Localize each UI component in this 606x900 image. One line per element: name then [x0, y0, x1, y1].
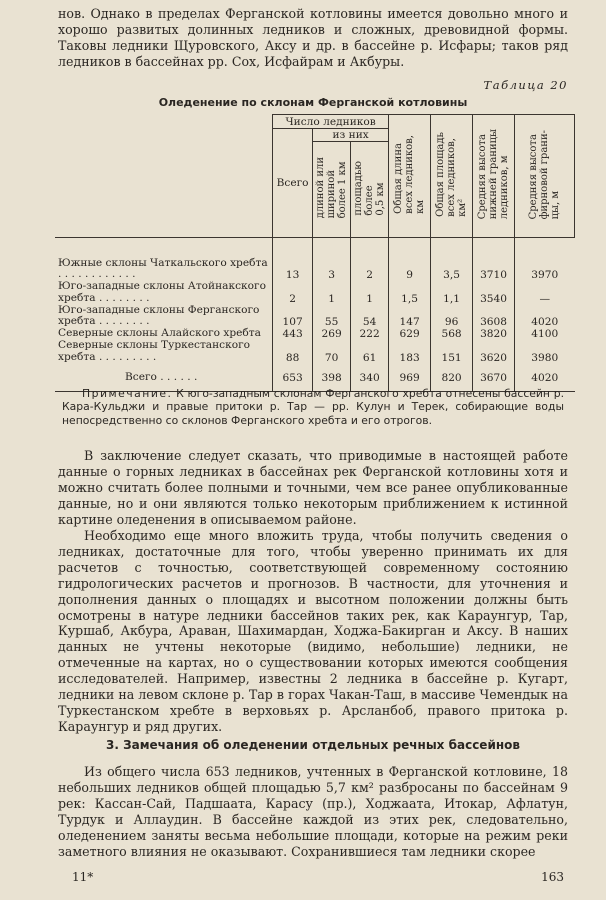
- header-length: Общая длина всех ледников, км: [389, 115, 431, 238]
- table-row: Юго-западные склоны Атойнакского хребта . . . . . . . . 2 1 1 1,5 1,1 3540 —: [55, 281, 575, 305]
- signature-mark: 11*: [72, 870, 94, 884]
- paragraph-work-needed: Необходимо еще много вложить труда, чтобы получить сведения о ледниках, достаточные для того, чтобы уверенно принимать их для расчетов с точностью, соответствующей современному состоянию гидрологических расчетов и прогнозов. В частности, для уточнения и дополнения данных о площадях и высотном положении должны быть осмотрены в натуре ледники бассейнов таких рек, как Караунгур, Тар, Куршаб, Акбура, Араван, Шахимардан, Ходжа-Бакирган и Аксу. В наших данных не учтены некоторые (видимо, небольшие) ледники, не отмеченные на картах, но о существовании которых имеются сообщения исследователей. Например, известны 2 ледника в бассейне р. Кугарт, ледники на левом склоне р. Тар в горах Чакан-Таш, в массиве Чемендык на Туркестанском хребте в верховьях р. Арсланбоб, правого притока р. Караунгур и ряд других.: [58, 528, 568, 734]
- intro-paragraph: нов. Однако в пределах Ферганской котловины имеется довольно много и хорошо развитых долинных ледников и сложных, древовидной формы. Таковы ледники Щуровского, Аксу и др. в бассейне р. Исфары; таков ряд ледников в бассейнах рр. Сох, Исфайрам и Акбуры.: [58, 6, 568, 69]
- table-number: Таблица 20: [483, 78, 568, 92]
- paragraph-conclusion: В заключение следует сказать, что приводимые в настоящей работе данные о горных ледниках в бассейнах рек Ферганской котловины хотя и можно считать более полными и точными, чем все ранее опубликованные данные, но и они являются только некоторым приближением к истинной картине оледенения в описываемом районе.: [58, 448, 568, 527]
- page-number: 163: [541, 870, 564, 884]
- header-of-them: из них: [313, 129, 389, 142]
- table-note: [62, 387, 564, 427]
- header-long: длиной или шириной более 1 км: [313, 142, 351, 238]
- note-label: Примечание.: [82, 387, 173, 400]
- header-firn: Средняя высота фирновой грани- цы, м: [515, 115, 575, 238]
- table-row: Северные склоны Туркестанского хребта . . . . . . . . . 88 70 61 183 151 3620 3980: [55, 340, 575, 364]
- header-area: Общая площадь всех ледников, км²: [431, 115, 473, 238]
- header-total: Всего: [273, 129, 313, 238]
- table-row: Южные склоны Чаткальского хребта . . . . . . . . . . . . 13 3 2 9 3,5 3710 3970: [55, 258, 575, 282]
- header-lower: Средняя высота нижней границы ледников, м: [473, 115, 515, 238]
- table-title: Оледенение по склонам Ферганской котловины: [158, 96, 468, 109]
- note-text: К юго-западным склонам Ферганского хребта отнесены бассейн р. Кара-Кульджи и правые притоки р. Тар — рр. Кулун и Терек, собирающие воды непосредственно со склонов Ферганского хребта и его отрогов.: [62, 387, 564, 427]
- header-area-small: площадью более 0,5 км: [351, 142, 389, 238]
- section-heading: 3. Замечания об оледенении отдельных речных бассейнов: [106, 738, 520, 752]
- glaciation-table: [55, 114, 575, 392]
- table-stub-header: [55, 115, 273, 238]
- paragraph-basins: Из общего числа 653 ледников, учтенных в Ферганской котловине, 18 небольших ледников общей площадью 5,7 км² разбросаны по бассейнам 9 рек: Кассан-Сай, Падшаата, Карасу (пр.), Ходжаата, Итокар, Афлатун, Турдук и Аллаудин. В бассейне каждой из этих рек, следовательно, оледенением заняты весьма небольшие площади, которые на режим реки заметного влияния не оказывают. Сохранившиеся там ледники скорее: [58, 764, 568, 859]
- header-count: Число ледников: [273, 115, 389, 129]
- table-row: Северные склоны Алайского хребта 443 269 222 629 568 3820 4100: [55, 328, 575, 340]
- table-row: Юго-западные склоны Ферганского хребта . . . . . . . . 107 55 54 147 96 3608 4020: [55, 305, 575, 329]
- table-total-row: Всего . . . . . . 653 398 340 969 820 3670 4020: [55, 364, 575, 392]
